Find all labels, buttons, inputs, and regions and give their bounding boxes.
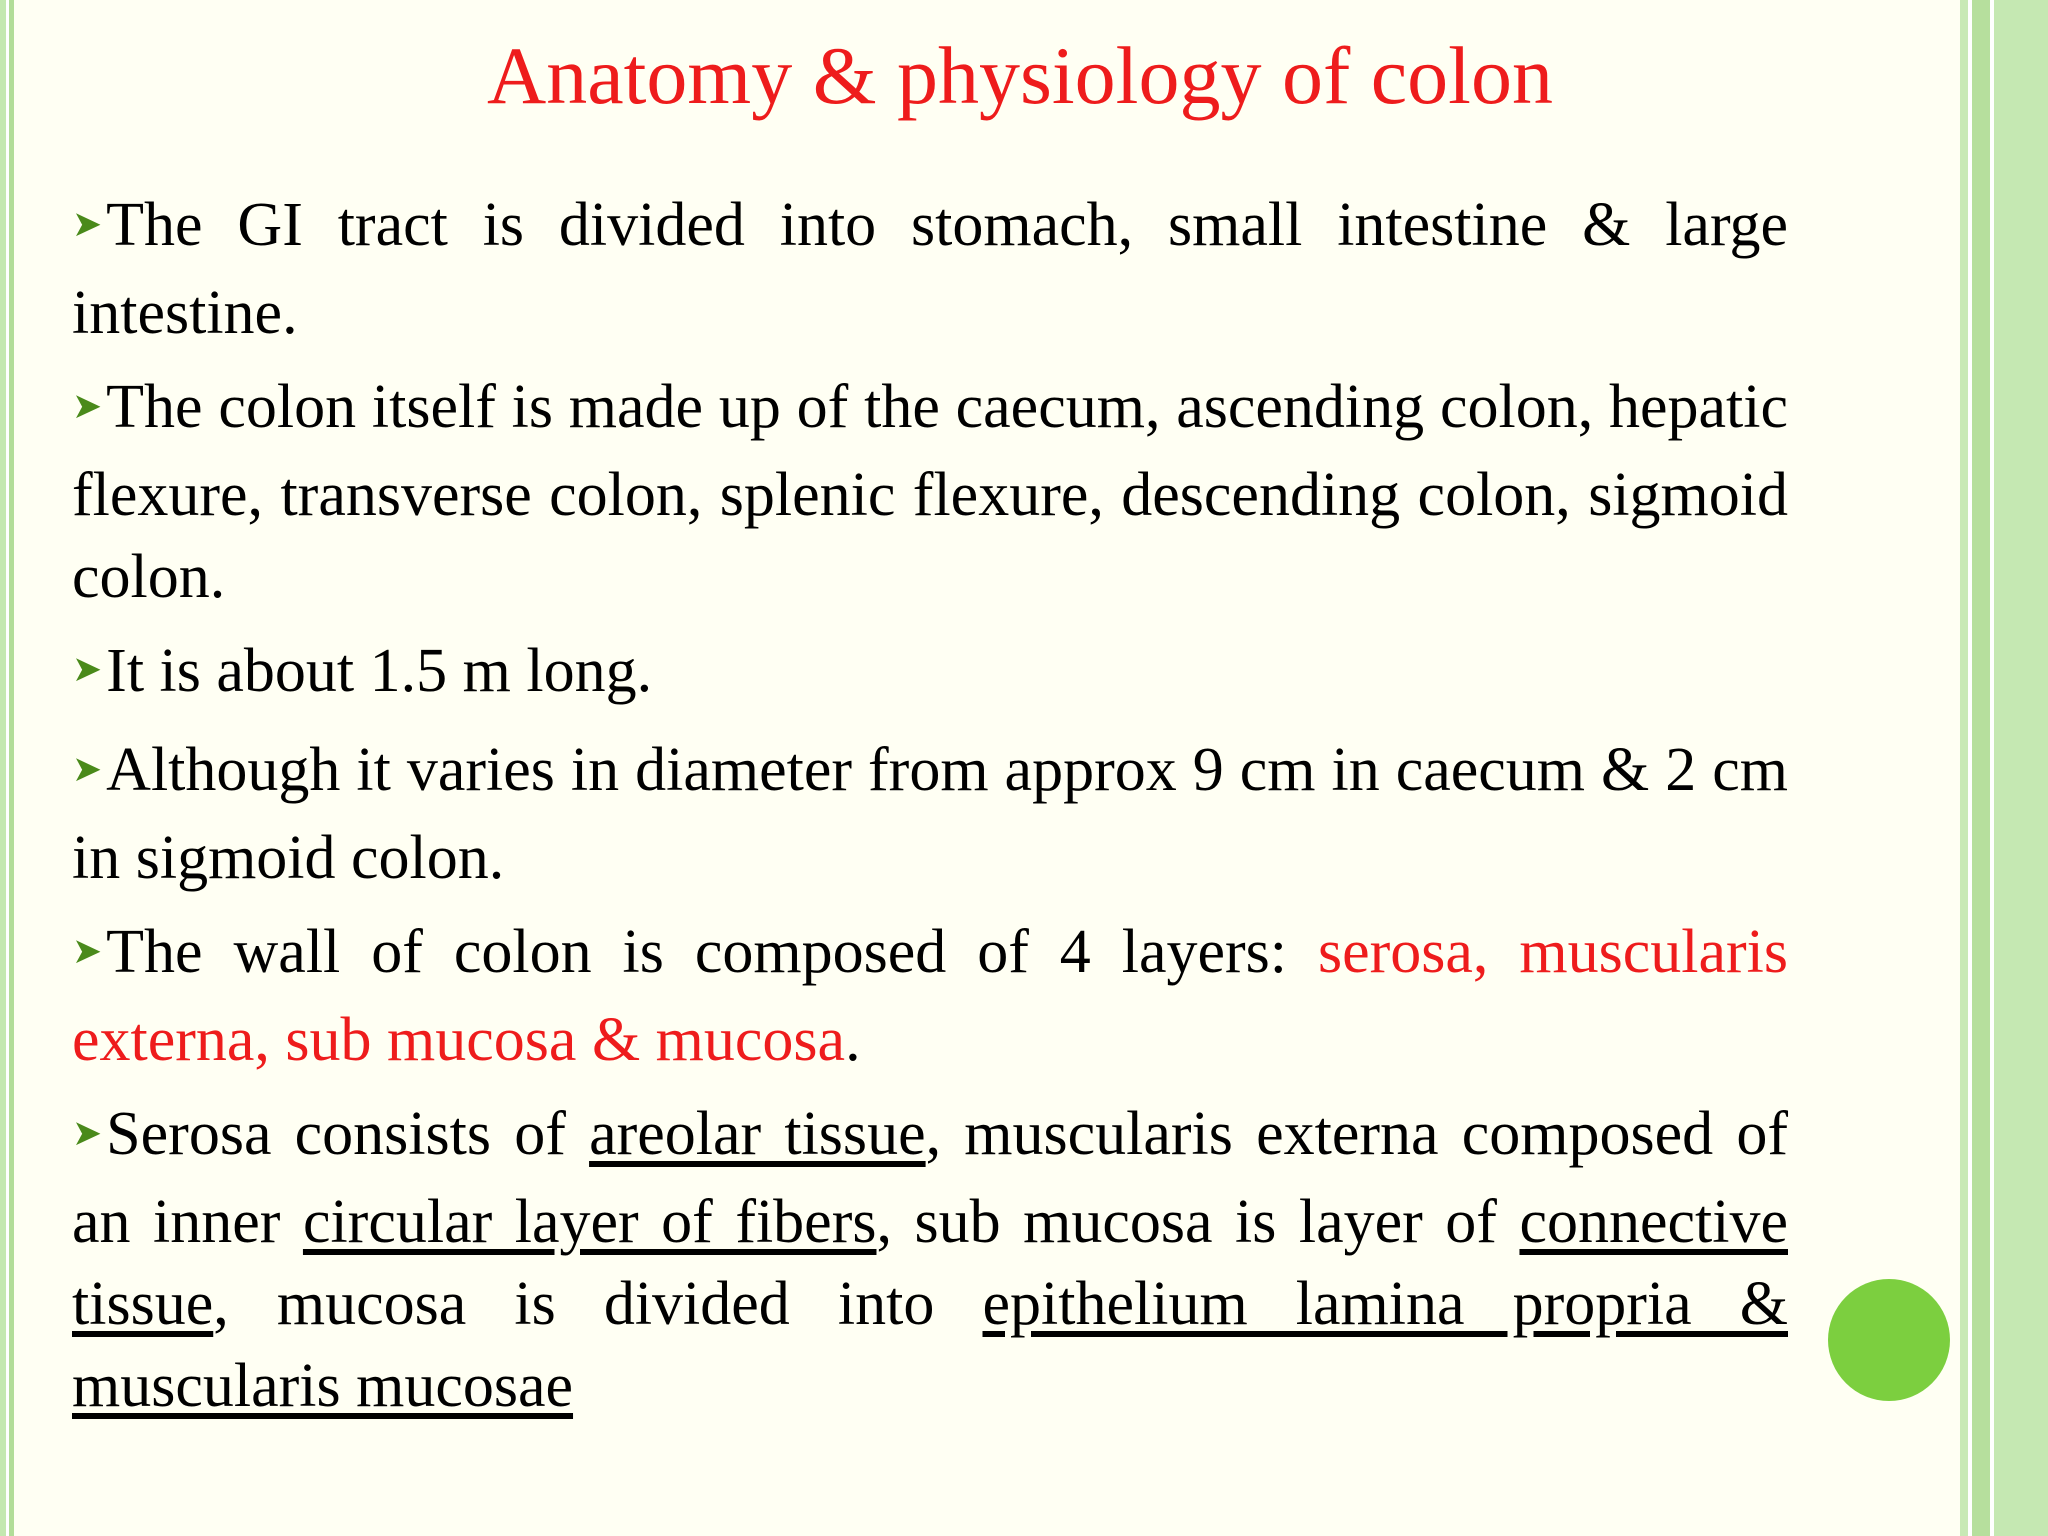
arrowhead-bullet-icon: ➤ (72, 749, 103, 791)
underlined-term: connective tissue (72, 1187, 1788, 1338)
arrowhead-bullet-icon: ➤ (72, 1112, 103, 1154)
slide-title: Anatomy & physiology of colon (487, 30, 1553, 121)
right-border-decoration (1960, 0, 2048, 1536)
left-border-decoration (0, 0, 22, 1536)
underlined-term: circular layer of fibers (302, 1187, 877, 1256)
slide-body (72, 184, 1788, 1439)
arrowhead-bullet-icon: ➤ (72, 930, 103, 972)
bullet-item: ➤The colon itself is made up of the caecum, ascending colon, hepatic flexure, transverse colon, splenic flexure, descending colon, sigmoid colon. (72, 366, 1788, 618)
layers-highlight: serosa, muscularis externa, sub mucosa & mucosa (72, 918, 1788, 1074)
bullet-item: ➤Serosa consists of areolar tissue, muscularis externa composed of an inner circular layer of fibers, sub mucosa is layer of connective tissue, mucosa is divided into epithelium lamina propria & muscularis mucosae (72, 1093, 1788, 1427)
bullet-item: ➤It is about 1.5 m long. (72, 630, 1788, 718)
green-circle-decoration (1828, 1279, 1950, 1401)
bullet-item: ➤The GI tract is divided into stomach, small intestine & large intestine. (72, 184, 1788, 354)
underlined-term: epithelium lamina propria & muscularis mucosae (72, 1269, 1788, 1420)
arrowhead-bullet-icon: ➤ (72, 649, 103, 691)
bullet-item: ➤Although it varies in diameter from approx 9 cm in caecum & 2 cm in sigmoid colon. (72, 729, 1788, 899)
arrowhead-bullet-icon: ➤ (72, 203, 103, 245)
underlined-term: areolar tissue (589, 1099, 926, 1168)
bullet-item: ➤The wall of colon is composed of 4 layers: serosa, muscularis externa, sub mucosa & mucosa. (72, 911, 1788, 1081)
arrowhead-bullet-icon: ➤ (72, 385, 103, 427)
